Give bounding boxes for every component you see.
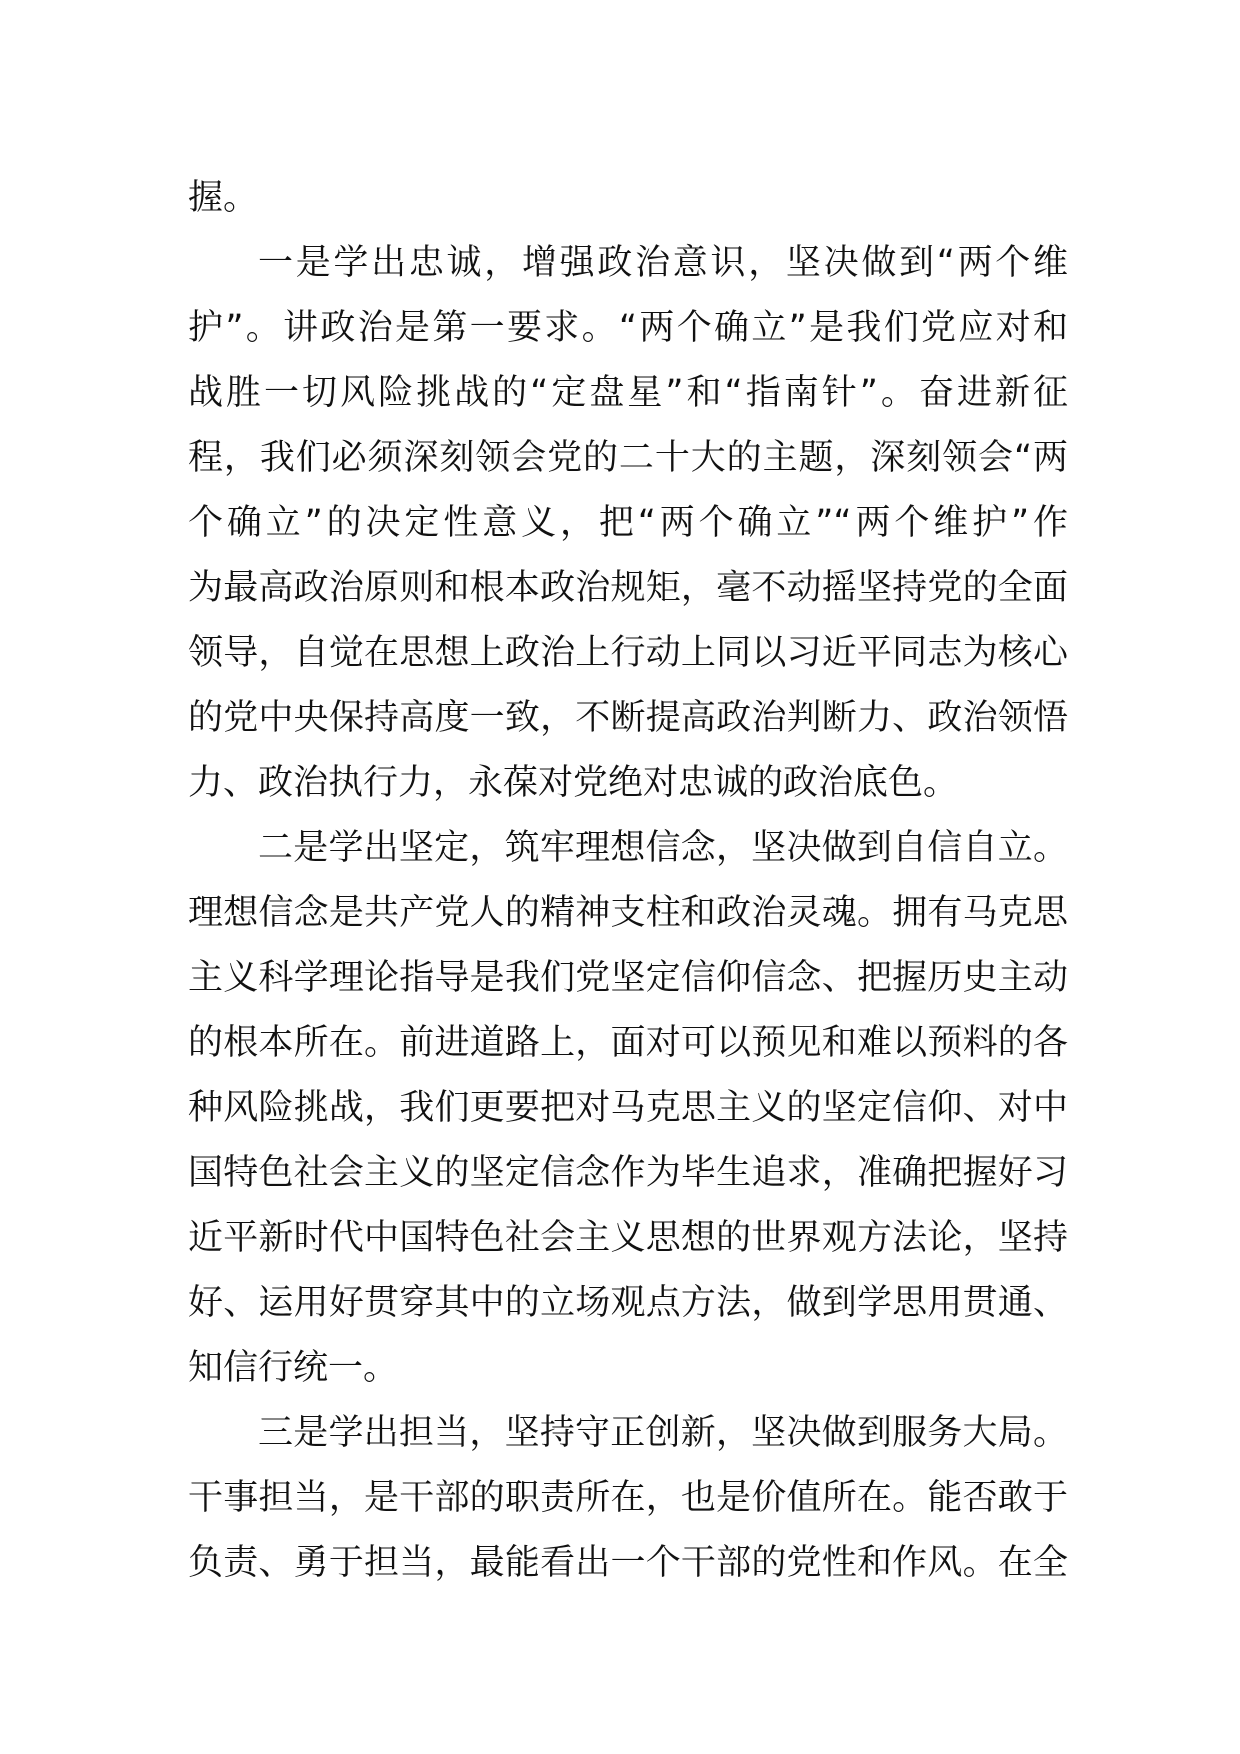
text-line: 二是学出坚定，筑牢理想信念，坚决做到自信自立。 <box>258 828 1068 868</box>
text-line: 力、政治执行力，永葆对党绝对忠诚的政治底色。 <box>188 763 959 803</box>
paragraph-firmness <box>188 816 1068 1401</box>
text-line: 种风险挑战，我们更要把对马克思主义的坚定信仰、对中 <box>188 1088 1068 1128</box>
text-line: 近平新时代中国特色社会主义思想的世界观方法论，坚持 <box>188 1218 1068 1258</box>
text-line: 干事担当，是干部的职责所在，也是价值所在。能否敢于 <box>188 1478 1068 1518</box>
text-line: 的根本所在。前进道路上，面对可以预见和难以预料的各 <box>188 1023 1068 1063</box>
paragraph-continuation <box>188 166 1068 231</box>
text-line: 个确立”的决定性意义，把“两个确立”“两个维护”作 <box>188 503 1068 543</box>
text-line: 知信行统一。 <box>188 1348 399 1388</box>
text-line: 护”。讲政治是第一要求。“两个确立”是我们党应对和 <box>188 308 1068 348</box>
text-line: 三是学出担当，坚持守正创新，坚决做到服务大局。 <box>258 1413 1068 1453</box>
text-line: 理想信念是共产党人的精神支柱和政治灵魂。拥有马克思 <box>188 893 1068 933</box>
document-body <box>188 166 1068 1596</box>
text-line: 的党中央保持高度一致，不断提高政治判断力、政治领悟 <box>188 698 1068 738</box>
text-line: 国特色社会主义的坚定信念作为毕生追求，准确把握好习 <box>188 1153 1068 1193</box>
text-line: 为最高政治原则和根本政治规矩，毫不动摇坚持党的全面 <box>188 568 1068 608</box>
text-line: 握。 <box>188 178 259 218</box>
paragraph-responsibility <box>188 1401 1068 1596</box>
text-line: 负责、勇于担当，最能看出一个干部的党性和作风。在全 <box>188 1543 1068 1583</box>
text-line: 主义科学理论指导是我们党坚定信仰信念、把握历史主动 <box>188 958 1068 998</box>
text-line: 领导，自觉在思想上政治上行动上同以习近平同志为核心 <box>188 633 1068 673</box>
text-line: 战胜一切风险挑战的“定盘星”和“指南针”。奋进新征 <box>188 373 1068 413</box>
text-line: 程，我们必须深刻领会党的二十大的主题，深刻领会“两 <box>188 438 1068 478</box>
text-line: 一是学出忠诚，增强政治意识，坚决做到“两个维 <box>258 243 1068 283</box>
paragraph-loyalty <box>188 231 1068 816</box>
text-line: 好、运用好贯穿其中的立场观点方法，做到学思用贯通、 <box>188 1283 1068 1323</box>
